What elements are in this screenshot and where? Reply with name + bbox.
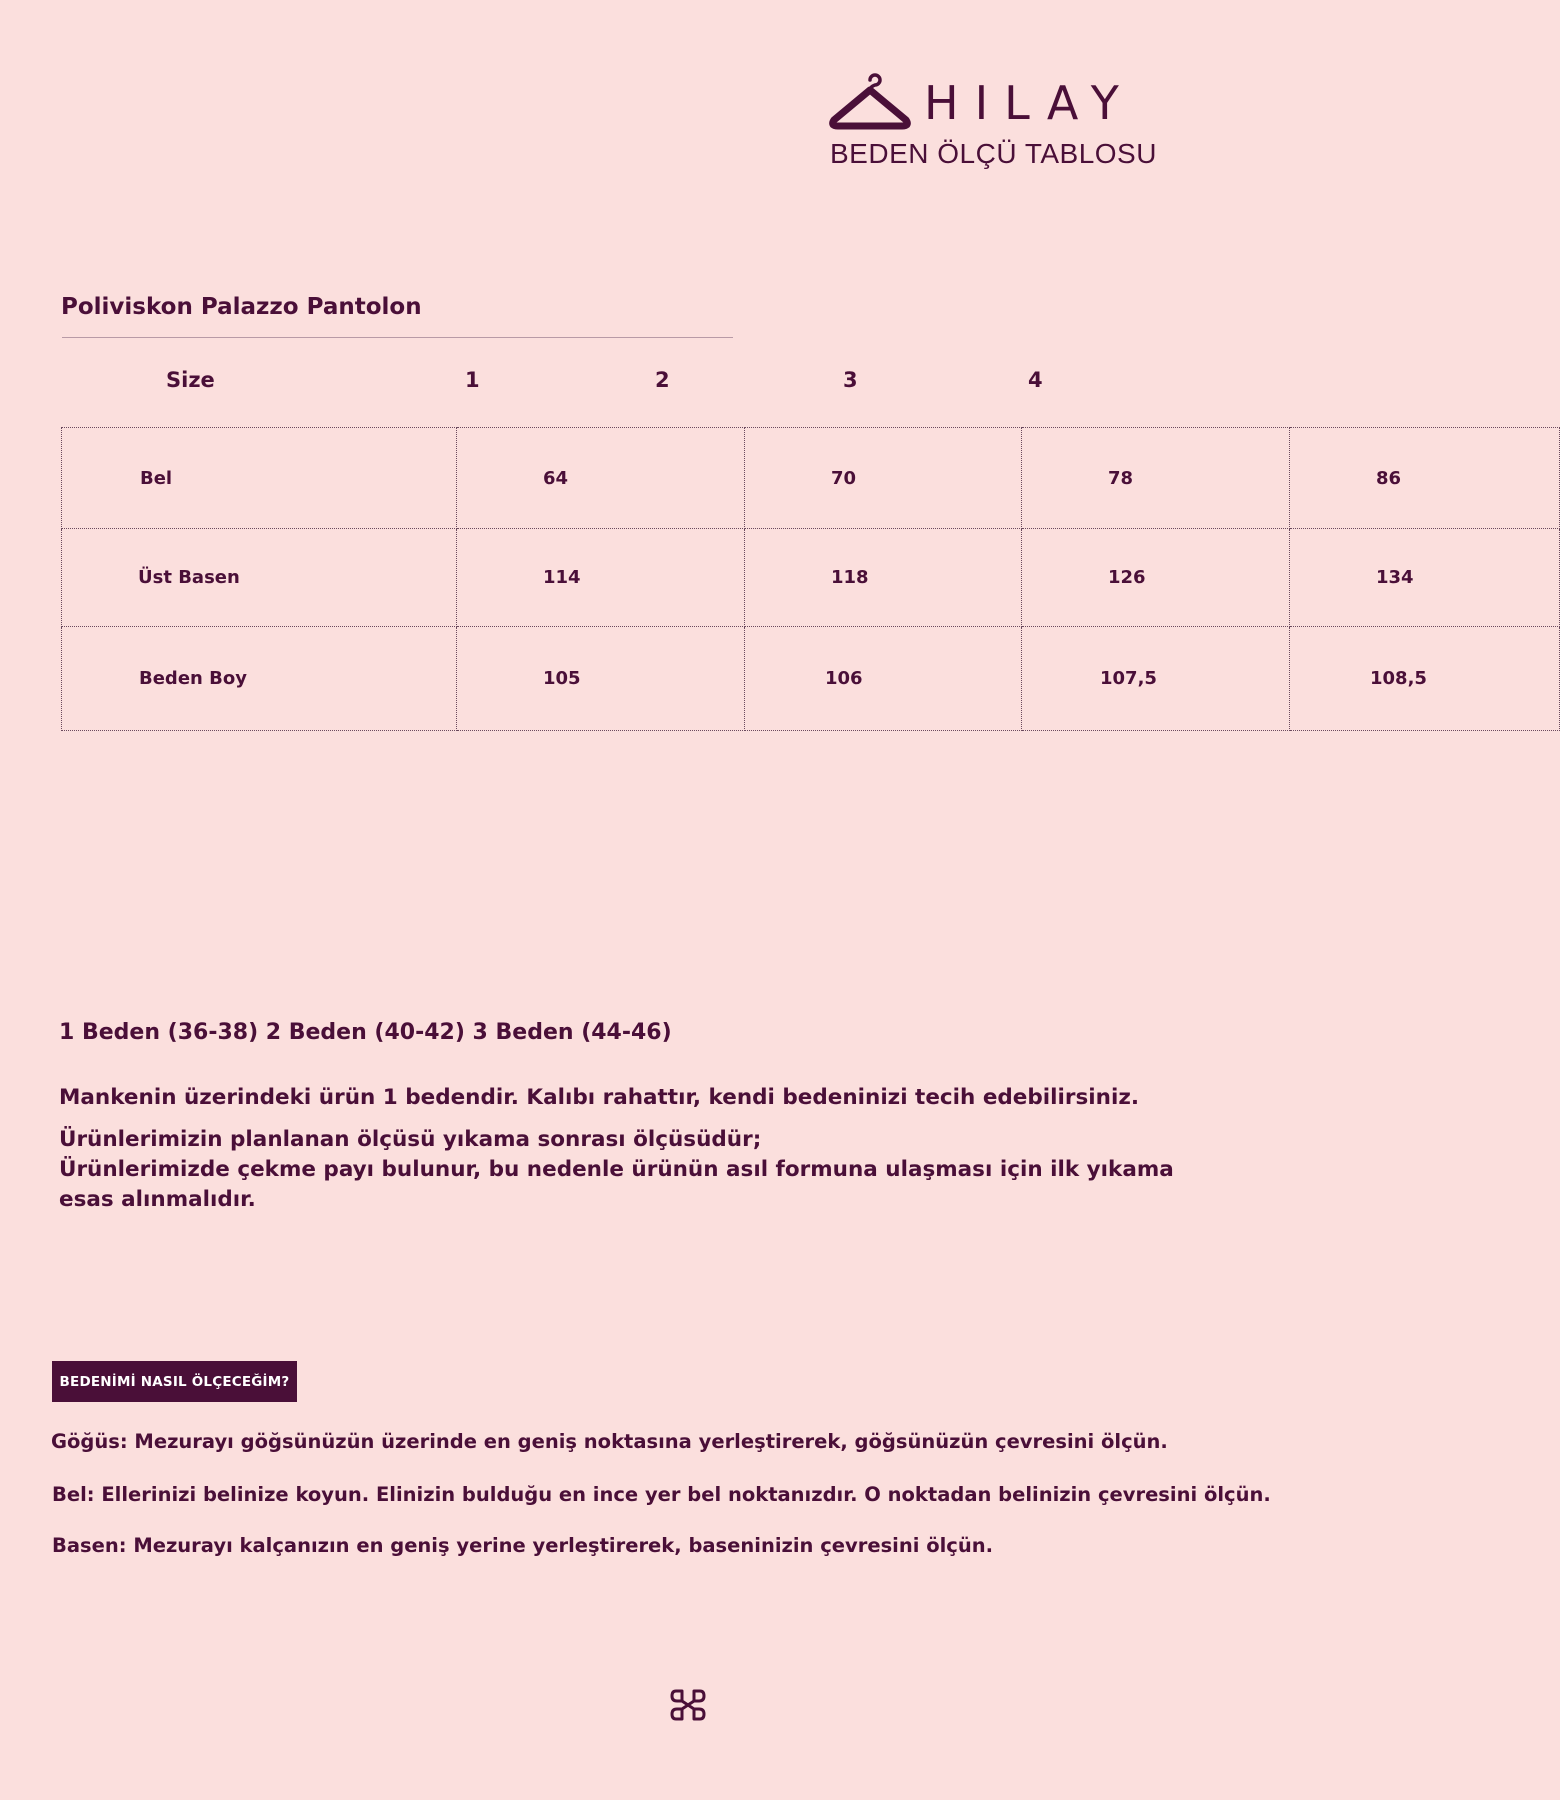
guide-hip: Basen: Mezurayı kalçanızın en geniş yerine yerleştirerek, baseninizin çevresini ölçün. xyxy=(52,1534,994,1557)
cell: 86 xyxy=(1290,428,1560,529)
table-row xyxy=(62,529,1560,627)
model-note-text: Mankenin üzerindeki ürün 1 bedendir. Kalıbı rahattır, kendi bedeninizi tecih edebilirsiniz. xyxy=(59,1085,1139,1110)
guide-chest: Göğüs: Mezurayı göğsünüzün üzerinde en geniş noktasına yerleştirerek, göğsünüzün çevresini ölçün. xyxy=(51,1430,1168,1453)
brand-logo xyxy=(828,74,1157,184)
header-size-1: 1 xyxy=(465,368,480,392)
header-size-2: 2 xyxy=(655,368,670,392)
row-label: Bel xyxy=(62,428,457,529)
cell: 106 xyxy=(745,627,1022,731)
cell: 118 xyxy=(745,529,1022,627)
row-label: Üst Basen xyxy=(62,529,457,627)
monogram-icon xyxy=(668,1685,708,1725)
cell: 114 xyxy=(457,529,745,627)
table-row xyxy=(62,428,1560,529)
how-to-measure-badge: BEDENİMİ NASIL ÖLÇECEĞİM? xyxy=(52,1361,297,1402)
hanger-icon xyxy=(828,74,912,134)
header-size-4: 4 xyxy=(1028,368,1043,392)
guide-waist: Bel: Ellerinizi belinize koyun. Elinizin bulduğu en ince yer bel noktanızdır. O noktadan belinizin çevresini ölçün. xyxy=(52,1483,1271,1506)
row-label: Beden Boy xyxy=(62,627,457,731)
cell: 134 xyxy=(1290,529,1560,627)
wash-note-line: Ürünlerimizin planlanan ölçüsü yıkama sonrası ölçüsüdür; xyxy=(59,1127,762,1152)
cell: 70 xyxy=(745,428,1022,529)
title-divider xyxy=(62,337,733,338)
cell: 108,5 xyxy=(1290,627,1560,731)
size-table xyxy=(61,427,1560,731)
header-size-3: 3 xyxy=(843,368,858,392)
cell: 126 xyxy=(1022,529,1290,627)
table-row xyxy=(62,627,1560,731)
wash-note-text xyxy=(59,1125,1174,1215)
brand-subtitle: BEDEN ÖLÇÜ TABLOSU xyxy=(830,138,1157,169)
cell: 105 xyxy=(457,627,745,731)
header-size: Size xyxy=(166,368,215,392)
cell: 107,5 xyxy=(1022,627,1290,731)
product-title: Poliviskon Palazzo Pantolon xyxy=(61,294,422,320)
wash-note-line: esas alınmalıdır. xyxy=(59,1187,256,1212)
brand-name: HILAY xyxy=(924,76,1135,130)
cell: 64 xyxy=(457,428,745,529)
size-map-text: 1 Beden (36-38) 2 Beden (40-42) 3 Beden (44-46) xyxy=(59,1020,672,1045)
wash-note-line: Ürünlerimizde çekme payı bulunur, bu nedenle ürünün asıl formuna ulaşması için ilk yıkama xyxy=(59,1157,1174,1182)
cell: 78 xyxy=(1022,428,1290,529)
